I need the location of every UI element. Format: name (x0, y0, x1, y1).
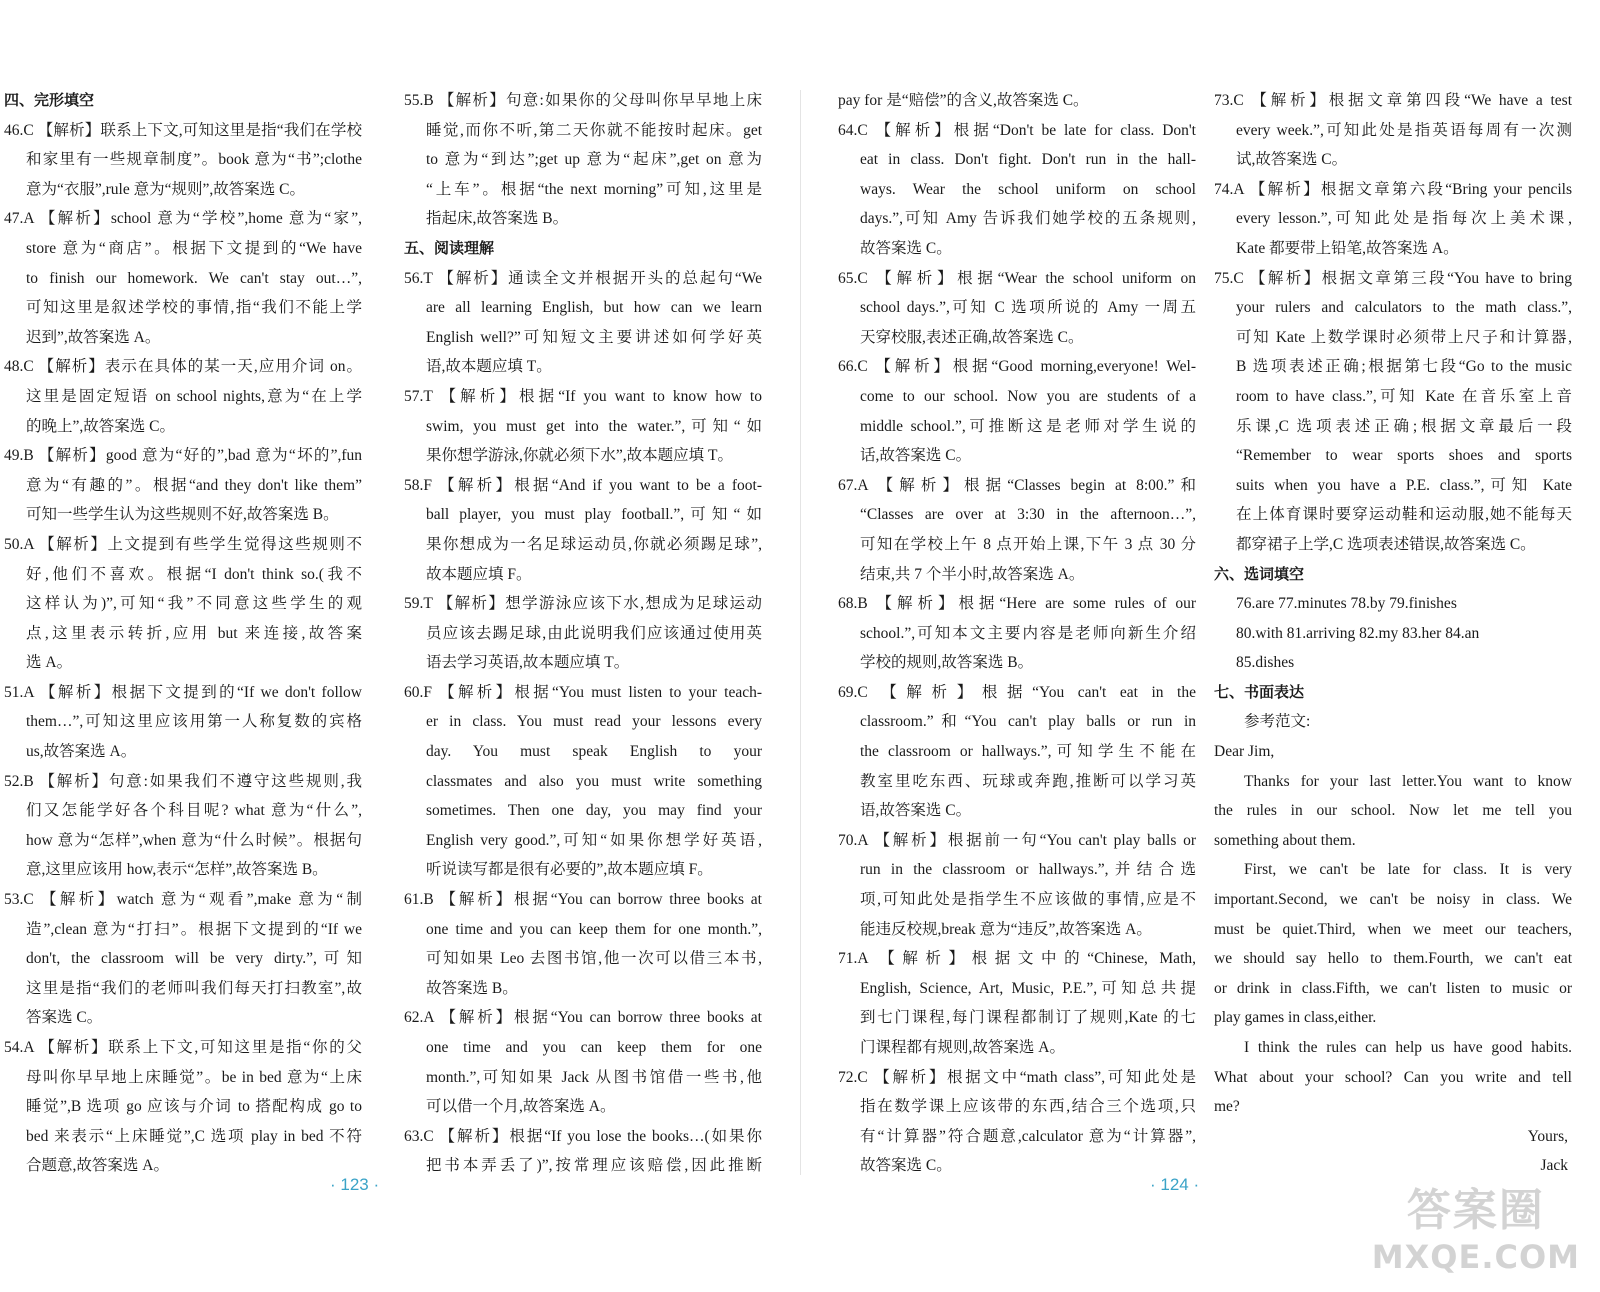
text-line: 答案选 C。 (26, 1009, 103, 1027)
text-line: one time and you can keep them for one month.”, (426, 920, 762, 938)
text-line: to finish our homework. We can't stay out…”, (26, 269, 362, 287)
section-heading: 七、书面表达 (1214, 682, 1305, 701)
text-line: how 意为“怎样”,when 意为“什么时候”。根据句 (26, 831, 362, 849)
text-line: 意为“有趣的”。根据“and they don't like them” (26, 476, 362, 494)
text-line: English, Science, Art, Music, P.E.”,可知总共提 (860, 979, 1196, 997)
text-line: 72.C 【解析】根据文中“math class”,可知此处是 (838, 1068, 1196, 1086)
text-line: 50.A 【解析】上文提到有些学生觉得这些规则不 (4, 535, 362, 553)
text-line: 好,他们不喜欢。根据“I don't think so.(我不 (26, 565, 362, 583)
text-line: 66.C 【解析】根据“Good morning,everyone! Wel- (838, 358, 1196, 376)
text-line: room to have class.”,可知 Kate 在音乐室上音 (1236, 387, 1572, 405)
text-line: 语,故本题应填 T。 (426, 358, 552, 376)
text-line: 项,可知此处是指学生不应该做的事情,应是不 (860, 891, 1196, 909)
text-line: 70.A 【解析】根据前一句“You can't play balls or (838, 831, 1196, 849)
text-line: 73.C 【解析】根据文章第四段“We have a test (1214, 92, 1572, 109)
text-line: 话,故答案选 C。 (860, 447, 972, 465)
text-line: 语,故答案选 C。 (860, 802, 972, 820)
text-line: every week.”,可知此处是指英语每周有一次测 (1236, 121, 1572, 139)
text-line: 这里是固定短语 on school nights,意为“在上学 (26, 387, 362, 405)
text-line: 都穿裙子上学,C 选项表述错误,故答案选 C。 (1236, 535, 1536, 553)
text-line: 迟到”,故答案选 A。 (26, 328, 161, 346)
text-line: 果你想成为一名足球运动员,你就必须踢足球”, (426, 535, 762, 553)
text-line: 可知 Kate 上数学课时必须带上尺子和计算器, (1236, 328, 1572, 346)
text-line: every lesson.”,可知此处是指每次上美术课, (1236, 210, 1572, 228)
text-line: 67.A 【解析】根据“Classes begin at 8:00.”和 (838, 476, 1196, 494)
text-line: us,故答案选 A。 (26, 743, 137, 761)
text-line: 59.T 【解析】想学游泳应该下水,想成为足球运动 (404, 595, 762, 613)
text-line: 48.C 【解析】表示在具体的某一天,应用介词 on。 (4, 358, 362, 376)
text-line: important.Second, we can't be noisy in class. We (1214, 891, 1572, 909)
page-gutter (800, 90, 801, 1175)
text-line: 61.B 【解析】根据“You can borrow three books at (404, 891, 762, 909)
text-line: 的晚上”,故答案选 C。 (26, 417, 175, 435)
text-line: we should say hello to them.Fourth, we can't eat (1214, 950, 1572, 968)
text-line: English well?”可知短文主要讲述如何学好英 (426, 328, 762, 346)
text-line: First, we can't be late for class. It is very (1244, 861, 1572, 879)
section-heading: 五、阅读理解 (404, 238, 495, 257)
text-line: the classroom or hallways.”,可知学生不能在 (860, 743, 1196, 761)
text-line: something about them. (1214, 831, 1356, 849)
text-line: school days.”,可知 C 选项所说的 Amy 一周五 (860, 299, 1196, 317)
text-line: 门课程都有规则,故答案选 A。 (860, 1039, 1065, 1056)
text-line: 把书本弄丢了)”,按常理应该赔偿,因此推断 (426, 1157, 762, 1175)
text-line: 合题意,故答案选 A。 (26, 1157, 169, 1175)
text-line: suits when you have a P.E. class.”,可知 Kate (1236, 476, 1572, 494)
text-line: “上车”。根据“the next morning”可知,这里是 (426, 180, 762, 198)
text-line: or drink in class.Fifth, we can't listen to music or (1214, 979, 1572, 997)
text-line: 造”,clean 意为“打扫”。根据下文提到的“If we (26, 920, 362, 938)
text-line: 睡觉”,B 选项 go 应该与介词 to 搭配构成 go to (26, 1098, 362, 1116)
text-line: Jack (1540, 1157, 1568, 1175)
watermark-url: MXQE.COM (1371, 1238, 1580, 1276)
text-line: 75.C 【解析】根据文章第三段“You have to bring (1214, 269, 1572, 287)
text-line: Dear Jim, (1214, 743, 1275, 761)
text-line: “Classes are over at 3:30 in the afternoon…”, (860, 506, 1196, 524)
text-line: 乐课,C 选项表述正确;根据文章最后一段 (1236, 417, 1572, 435)
text-line: sometimes. Then one day, you may find your (426, 802, 762, 820)
text-line: 员应该去踢足球,由此说明我们应该通过使用英 (426, 624, 762, 642)
text-line: 果你想学游泳,你就必须下水”,故本题应填 T。 (426, 447, 733, 465)
text-line: 65.C 【解析】根据“Wear the school uniform on (838, 269, 1196, 287)
text-line: 点,这里表示转折,应用 but 来连接,故答案 (26, 624, 362, 642)
text-line: 可知这里是叙述学校的事情,指“我们不能上学 (26, 299, 362, 317)
column-2 (404, 86, 762, 1181)
text-line: classroom.”和“You can't play balls or run in (860, 713, 1196, 731)
text-line: 和家里有一些规章制度”。book 意为“书”;clothe (26, 151, 362, 169)
text-line: days.”,可知 Amy 告诉我们她学校的五条规则, (860, 210, 1196, 228)
watermark-logo (1372, 1174, 1580, 1276)
text-line: 47.A 【解析】school 意为“学校”,home 意为“家”, (4, 210, 362, 228)
text-line: 57.T 【解析】根据“If you want to know how to (404, 387, 762, 405)
page-number-right: · 124 · (1150, 1175, 1200, 1194)
text-line: 有“计算器”符合题意,calculator 意为“计算器”, (860, 1127, 1196, 1145)
text-line: eat in class. Don't fight. Don't run in the hall- (860, 151, 1196, 169)
text-line: Kate 都要带上铅笔,故答案选 A。 (1236, 239, 1459, 257)
text-line: month.”,可知如果 Jack 从图书馆借一些书,他 (426, 1068, 762, 1086)
text-line: 46.C 【解析】联系上下文,可知这里是指“我们在学校 (4, 121, 362, 139)
text-line: 们又怎能学好各个科目呢? what 意为“什么”, (26, 802, 362, 820)
section-heading: 四、完形填空 (4, 91, 95, 109)
text-line: day. You must speak English to your (426, 743, 762, 761)
text-line: 80.with 81.arriving 82.my 83.her 84.an (1236, 624, 1480, 642)
text-line: 这样认为)”,可知“我”不同意这些学生的观 (26, 595, 362, 613)
text-line: play games in class,either. (1214, 1009, 1377, 1027)
text-line: must be quiet.Third, when we meet our teachers, (1214, 920, 1572, 938)
text-line: store 意为“商店”。根据下文提到的“We have (26, 239, 362, 257)
column-4 (1214, 86, 1572, 1181)
text-line: 53.C 【解析】watch 意为“观看”,make 意为“制 (4, 891, 362, 909)
watermark-text: 答案圈 (1406, 1185, 1545, 1236)
text-line: are all learning English, but how can we learn (426, 299, 762, 317)
text-line: 62.A 【解析】根据“You can borrow three books at (404, 1009, 762, 1027)
text-line: 天穿校服,表述正确,故答案选 C。 (860, 328, 1084, 346)
text-line: 试,故答案选 C。 (1236, 151, 1348, 169)
text-line: 63.C 【解析】根据“If you lose the books…(如果你 (404, 1127, 762, 1145)
text-line: 故本题应填 F。 (426, 565, 532, 583)
text-line: B 选项表述正确;根据第七段“Go to the music (1236, 358, 1572, 376)
page-number-left: · 123 · (330, 1175, 380, 1194)
text-line: pay for 是“赔偿”的含义,故答案选 C。 (838, 92, 1089, 109)
text-line: 这里是指“我们的老师叫我们每天打扫教室”,故 (26, 979, 362, 997)
text-line: 语去学习英语,故本题应填 T。 (426, 654, 630, 672)
text-line: 68.B 【解析】根据“Here are some rules of our (838, 595, 1196, 613)
text-line: 学校的规则,故答案选 B。 (860, 654, 1034, 672)
text-line: What about your school? Can you write and tell (1214, 1068, 1572, 1086)
text-line: middle school.”,可推断这是老师对学生说的 (860, 417, 1196, 435)
section-heading: 六、选词填空 (1214, 564, 1305, 583)
text-line: 意,这里应该用 how,表示“怎样”,故答案选 B。 (26, 861, 328, 879)
text-line: 故答案选 C。 (860, 1157, 952, 1175)
text-line: 74.A 【解析】根据文章第六段“Bring your pencils (1214, 180, 1572, 198)
text-line: 64.C 【解析】根据“Don't be late for class. Don't (838, 121, 1196, 139)
text-line: English very good.”,可知“如果你想学好英语, (426, 831, 762, 849)
text-line: don't, the classroom will be very dirty.”,可知 (26, 950, 362, 968)
column-1 (4, 86, 362, 1181)
text-line: 可知一些学生认为这些规则不好,故答案选 B。 (26, 506, 339, 524)
text-line: 69.C 【解析】根据“You can't eat in the (838, 683, 1196, 701)
text-line: 母叫你早早地上床睡觉”。be in bed 意为“上床 (26, 1068, 362, 1086)
text-line: them…”,可知这里应该用第一人称复数的宾格 (26, 713, 362, 731)
text-line: ways. Wear the school uniform on school (860, 180, 1196, 198)
text-line: 意为“衣服”,rule 意为“规则”,故答案选 C。 (26, 180, 305, 198)
text-line: classmates and also you must write something (426, 772, 762, 790)
text-line: 参考范文: (1244, 713, 1311, 731)
text-line: 故答案选 B。 (426, 979, 518, 997)
text-line: 选 A。 (26, 654, 73, 672)
text-line: 76.are 77.minutes 78.by 79.finishes (1236, 595, 1457, 613)
text-line: one time and you can keep them for one (426, 1039, 762, 1056)
text-line: 56.T 【解析】通读全文并根据开头的总起句“We (404, 269, 762, 287)
text-line: Yours, (1527, 1127, 1568, 1145)
text-line: er in class. You must read your lessons every (426, 713, 762, 731)
text-line: Thanks for your last letter.You want to know (1244, 772, 1572, 790)
text-line: 49.B 【解析】good 意为“好的”,bad 意为“坏的”,fun (4, 447, 362, 465)
text-line: 54.A 【解析】联系上下文,可知这里是指“你的父 (4, 1039, 362, 1056)
text-line: the rules in our school. Now let me tell you (1214, 802, 1572, 820)
text-line: 教室里吃东西、玩球或奔跑,推断可以学习英 (860, 772, 1196, 790)
text-line: 71.A 【解析】根据文中的“Chinese, Math, (838, 950, 1196, 968)
column-3 (838, 86, 1196, 1181)
text-line: 指起床,故答案选 B。 (426, 210, 569, 228)
text-line: swim, you must get into the water.”,可知“如 (426, 417, 762, 435)
text-line: your rulers and calculators to the math class.”, (1236, 299, 1572, 317)
text-line: me? (1214, 1098, 1240, 1116)
text-line: 到七门课程,每门课程都制订了规则,Kate 的七 (860, 1009, 1196, 1027)
text-line: 故答案选 C。 (860, 239, 952, 257)
text-line: 55.B 【解析】句意:如果你的父母叫你早早地上床 (404, 92, 762, 109)
text-line: I think the rules can help us have good habits. (1244, 1039, 1572, 1056)
text-line: ball player, you must play football.”,可知“如 (426, 506, 762, 524)
text-line: come to our school. Now you are students of a (860, 387, 1196, 405)
text-line: 在上体育课时要穿运动鞋和运动服,她不能每天 (1236, 506, 1572, 524)
text-line: “Remember to wear sports shoes and sports (1236, 447, 1572, 465)
text-line: school.”,可知本文主要内容是老师向新生介绍 (860, 624, 1196, 642)
text-line: 51.A 【解析】根据下文提到的“If we don't follow (4, 683, 362, 701)
text-line: 58.F 【解析】根据“And if you want to be a foot- (404, 476, 762, 494)
text-line: 结束,共 7 个半小时,故答案选 A。 (860, 565, 1085, 583)
text-line: 听说读写都是很有必要的”,故本题应填 F。 (426, 861, 713, 879)
text-line: 60.F 【解析】根据“You must listen to your teach- (404, 683, 762, 701)
text-line: 可知在学校上午 8 点开始上课,下午 3 点 30 分 (860, 535, 1196, 553)
text-line: 指在数学课上应该带的东西,结合三个选项,只 (860, 1098, 1196, 1116)
text-line: to 意为“到达”;get up 意为“起床”,get on 意为 (426, 151, 762, 169)
text-line: 睡觉,而你不听,第二天你就不能按时起床。get (426, 121, 762, 139)
text-line: 52.B 【解析】句意:如果我们不遵守这些规则,我 (4, 772, 362, 790)
text-line: 可以借一个月,故答案选 A。 (426, 1098, 616, 1116)
text-line: run in the classroom or hallways.”,并结合选 (860, 861, 1196, 879)
text-line: 能违反校规,break 意为“违反”,故答案选 A。 (860, 920, 1152, 938)
text-line: 85.dishes (1236, 654, 1295, 672)
text-line: bed 来表示“上床睡觉”,C 选项 play in bed 不符 (26, 1127, 362, 1145)
text-line: 可知如果 Leo 去图书馆,他一次可以借三本书, (426, 950, 762, 968)
